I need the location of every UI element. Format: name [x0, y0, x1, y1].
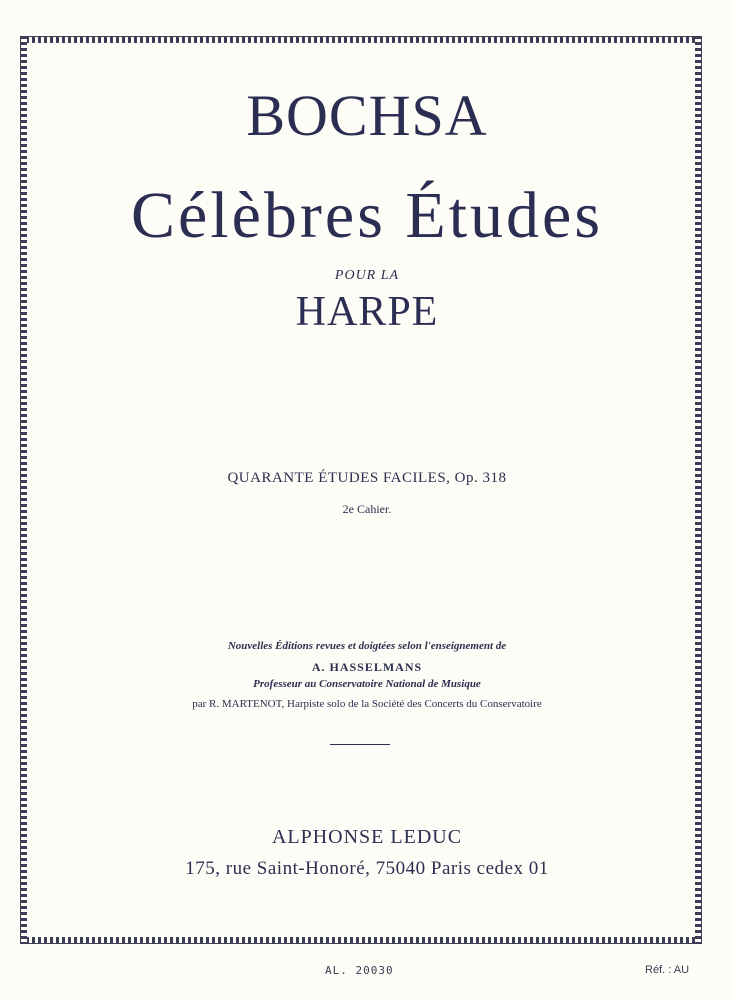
work-title: Célèbres Études [130, 179, 604, 252]
reference-code: Réf. : AU [645, 964, 690, 976]
border-left [20, 36, 27, 944]
border-right [695, 36, 702, 944]
edition-line-4: par R. MARTENOT, Harpiste solo de la Société des Concerts du Conservatoire [192, 698, 542, 710]
publisher-name: ALPHONSE LEDUC [271, 826, 463, 848]
decorative-border [20, 36, 702, 944]
plate-number: AL. 20030 [325, 964, 394, 977]
edition-line-1: Nouvelles Éditions revues et doigtées selon l'enseignement de [227, 640, 507, 652]
publisher-address: 175, rue Saint-Honoré, 75040 Paris cedex 01 [185, 858, 549, 879]
composer-name: BOCHSA [246, 83, 488, 148]
pour-la-label: POUR LA [334, 268, 400, 283]
divider-rule [330, 744, 390, 745]
editor-title: Professeur au Conservatoire National de Musique [253, 678, 481, 690]
editor-name: A. HASSELMANS [311, 660, 423, 674]
work-subtitle: QUARANTE ÉTUDES FACILES, Op. 318 [227, 470, 507, 486]
cahier-label: 2e Cahier. [342, 502, 392, 516]
instrument-name: HARPE [295, 289, 439, 335]
